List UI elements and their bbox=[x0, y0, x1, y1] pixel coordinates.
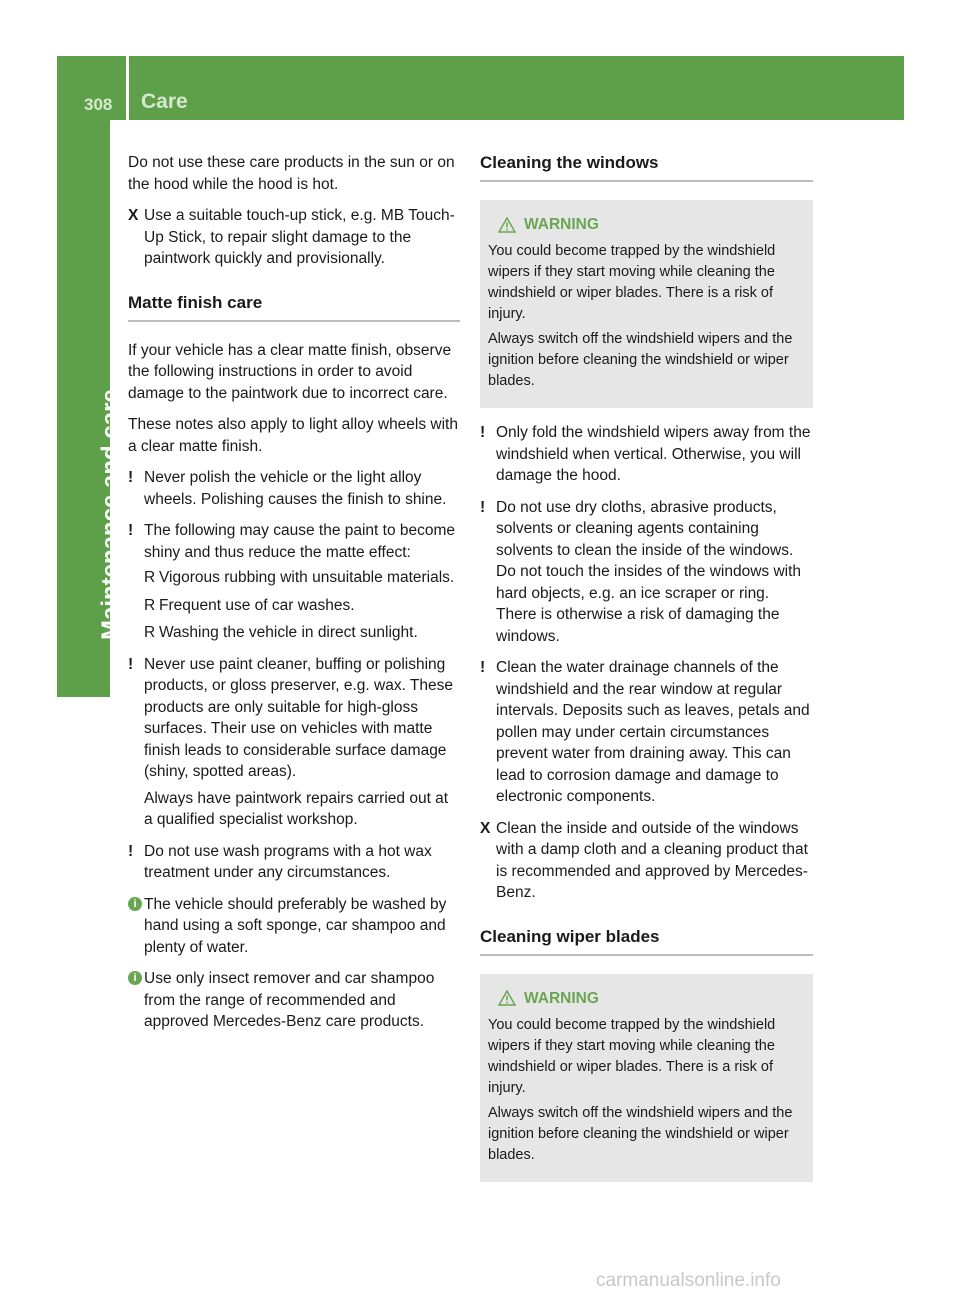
warning-text: Always switch off the windshield wipers and the ignition before cleaning the windshield or wiper blades. bbox=[488, 1104, 793, 1163]
note-item bbox=[128, 654, 460, 831]
note-item bbox=[480, 422, 813, 487]
note-item bbox=[128, 520, 460, 644]
header-divider bbox=[126, 56, 129, 120]
matte-paragraph-2: These notes also apply to light alloy wheels with a clear matte finish. bbox=[128, 416, 458, 455]
warning-text: You could become trapped by the windshield wipers if they start moving while cleaning the windshield or wiper blades. There is a risk of injury. bbox=[488, 1016, 776, 1096]
bullet-item bbox=[144, 567, 460, 589]
page-number: 308 bbox=[84, 95, 113, 114]
bullet-text: Vigorous rubbing with unsuitable materials. bbox=[159, 569, 455, 586]
warning-triangle-icon bbox=[498, 990, 516, 1006]
warning-title bbox=[488, 988, 805, 1009]
step-text: Clean the inside and outside of the windows with a damp cloth and a cleaning product that is recommended and approved by Mercedes-Benz. bbox=[496, 819, 808, 901]
section-heading-matte: Matte finish care bbox=[128, 292, 460, 322]
info-icon: i bbox=[128, 897, 142, 911]
note-text: Clean the water drainage channels of the windshield and the rear window at regular intervals. Deposits such as leaves, petals and pollen may under certain circumstances prevent water from draining away. This can lead to corrosion damage and damage to electronic components. bbox=[496, 659, 810, 805]
matte-paragraph-1: If your vehicle has a clear matte finish, observe the following instructions in order to avoid damage to the paintwork due to incorrect care. bbox=[128, 341, 452, 402]
info-text: Use only insect remover and car shampoo from the range of recommended and approved Mercedes-Benz care products. bbox=[144, 970, 435, 1030]
section-heading-wipers: Cleaning wiper blades bbox=[480, 926, 813, 956]
note-item bbox=[128, 841, 460, 884]
note-text: Never polish the vehicle or the light alloy wheels. Polishing causes the finish to shine. bbox=[144, 469, 447, 508]
note-marker: ! bbox=[128, 522, 134, 539]
step-marker: X bbox=[480, 819, 491, 837]
note-text: Do not use wash programs with a hot wax treatment under any circumstances. bbox=[144, 842, 432, 881]
note-marker: ! bbox=[480, 498, 486, 516]
warning-text: Always switch off the windshield wipers and the ignition before cleaning the windshield or wiper blades. bbox=[488, 331, 793, 389]
step-item bbox=[480, 818, 813, 904]
right-column bbox=[480, 152, 813, 1196]
step-marker: X bbox=[128, 207, 139, 224]
info-text: The vehicle should preferably be washed by hand using a soft sponge, car shampoo and plenty of water. bbox=[144, 895, 447, 956]
bullet-item bbox=[144, 595, 460, 617]
note-marker: ! bbox=[128, 469, 134, 486]
note-text: The following may cause the paint to become shiny and thus reduce the matte effect: bbox=[144, 522, 456, 561]
bullet-text: Frequent use of car washes. bbox=[159, 596, 355, 614]
left-column bbox=[128, 152, 460, 1043]
warning-title-text: WARNING bbox=[524, 216, 599, 233]
note-text: Do not use dry cloths, abrasive products, solvents or cleaning agents containing solvents to clean the inside of the windows. Do not touch the insides of the windows with hard objects, e.g. an ice scraper or ring. There is otherwise a risk of damaging the windows. bbox=[496, 498, 802, 645]
step-item bbox=[128, 205, 460, 270]
note-marker: ! bbox=[480, 424, 486, 441]
info-item bbox=[128, 894, 460, 959]
note-continuation: Always have paintwork repairs carried out at a qualified specialist workshop. bbox=[144, 789, 449, 828]
info-icon: i bbox=[128, 971, 142, 985]
bullet-text: Washing the vehicle in direct sunlight. bbox=[159, 624, 418, 641]
intro-text: Do not use these care products in the sun or on the hood while the hood is hot. bbox=[128, 154, 455, 193]
note-text: Never use paint cleaner, buffing or polishing products, or gloss preserver, e.g. wax. These products are only suitable for high-gloss surfaces. Their use on vehicles with matte finish leads to considerable surface damage (shiny, spotted areas). bbox=[144, 655, 454, 780]
bullet-item bbox=[144, 622, 460, 644]
note-marker: ! bbox=[480, 659, 486, 676]
side-tab-label: Maintenance and care bbox=[97, 389, 124, 640]
note-item bbox=[128, 467, 460, 510]
info-item bbox=[128, 968, 460, 1033]
warning-title bbox=[488, 214, 805, 235]
warning-box bbox=[480, 200, 813, 408]
note-text: Only fold the windshield wipers away from the windshield when vertical. Otherwise, you will damage the hood. bbox=[496, 424, 811, 484]
section-heading-windows: Cleaning the windows bbox=[480, 152, 813, 182]
warning-triangle-icon bbox=[498, 217, 516, 233]
note-item bbox=[480, 657, 813, 808]
note-marker: ! bbox=[128, 842, 134, 860]
bullet-marker: R bbox=[144, 624, 156, 641]
bullet-marker: R bbox=[144, 569, 156, 586]
bullet-marker: R bbox=[144, 596, 156, 614]
step-text: Use a suitable touch-up stick, e.g. MB Touch-Up Stick, to repair slight damage to the paintwork quickly and provisionally. bbox=[144, 207, 455, 267]
warning-text: You could become trapped by the windshield wipers if they start moving while cleaning the windshield or wiper blades. There is a risk of injury. bbox=[488, 243, 776, 322]
bullet-list bbox=[144, 567, 460, 644]
warning-title-text: WARNING bbox=[524, 989, 599, 1007]
note-marker: ! bbox=[128, 655, 134, 673]
watermark: carmanualsonline.info bbox=[596, 1270, 781, 1291]
note-item bbox=[480, 497, 813, 648]
warning-box bbox=[480, 974, 813, 1182]
page-title: Care bbox=[141, 90, 188, 113]
